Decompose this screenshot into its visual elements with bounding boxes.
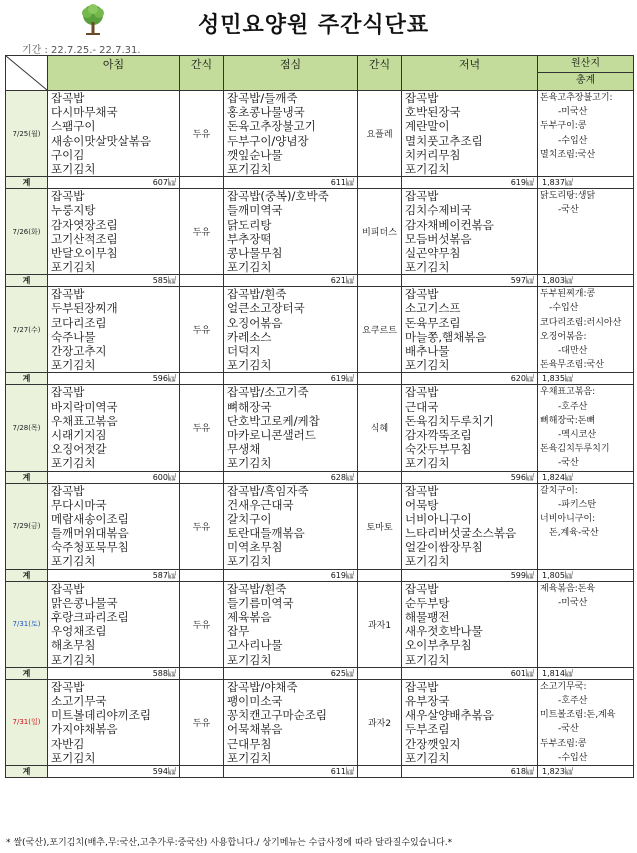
snack2-cell: 식혜 bbox=[358, 385, 402, 471]
menu-item: 미트볼조림:돈,계육 bbox=[540, 710, 616, 721]
menu-item: -수입산 bbox=[540, 135, 588, 146]
menu-item: 포기김치 bbox=[405, 456, 450, 471]
day-row bbox=[6, 483, 634, 569]
dinner-cell bbox=[402, 483, 538, 569]
lunch-kcal: 621㎉ bbox=[224, 275, 358, 287]
menu-item: 시래기지짐 bbox=[51, 427, 107, 442]
menu-item: 잡곡밥/들깨죽 bbox=[227, 91, 298, 105]
lunch-kcal: 619㎉ bbox=[224, 569, 358, 581]
menu-item: 해초무침 bbox=[51, 638, 96, 653]
lunch-kcal: 611㎉ bbox=[224, 177, 358, 189]
day-row bbox=[6, 189, 634, 275]
empty-cell bbox=[358, 765, 402, 777]
menu-item: 유부장국 bbox=[405, 693, 450, 708]
dinner-cell bbox=[402, 581, 538, 667]
menu-item: 돈육무조림:국산 bbox=[540, 360, 604, 371]
header-total-label: 총계 bbox=[575, 75, 596, 86]
empty-cell bbox=[358, 471, 402, 483]
menu-item: 잡곡밥 bbox=[51, 581, 85, 596]
menu-item: 모듬버섯볶음 bbox=[405, 231, 472, 246]
header-breakfast: 아침 bbox=[48, 56, 180, 91]
menu-item: 포기김치 bbox=[227, 358, 272, 373]
dinner-kcal: 599㎉ bbox=[402, 569, 538, 581]
menu-item: 후랑크파리조림 bbox=[51, 610, 129, 624]
menu-item: 미트볼데리야끼조림 bbox=[51, 708, 151, 723]
day-label: 7/31(일) bbox=[6, 679, 48, 765]
menu-item: 숙주나물 bbox=[51, 329, 96, 344]
empty-cell bbox=[180, 275, 224, 287]
lunch-kcal: 628㎉ bbox=[224, 471, 358, 483]
header-row bbox=[6, 56, 634, 91]
menu-item: 포기김치 bbox=[51, 750, 96, 765]
dinner-cell bbox=[402, 287, 538, 373]
snack1-cell: 두유 bbox=[180, 385, 224, 471]
menu-item: 근대무침 bbox=[227, 736, 272, 751]
header bbox=[0, 0, 637, 56]
menu-item: 얼갈이쌈장무침 bbox=[405, 540, 483, 555]
menu-item: 잡무 bbox=[227, 624, 250, 639]
menu-item: 고기산적조림 bbox=[51, 231, 118, 246]
menu-item: 토란대들깨볶음 bbox=[227, 526, 305, 541]
dinner-cell bbox=[402, 189, 538, 275]
menu-item: 치커리무침 bbox=[405, 147, 461, 162]
breakfast-kcal: 596㎉ bbox=[48, 373, 180, 385]
total-row bbox=[6, 471, 634, 483]
menu-item: 잡곡밥 bbox=[405, 679, 439, 694]
lunch-cell bbox=[224, 287, 358, 373]
menu-item: 들깨미역국 bbox=[227, 203, 283, 218]
breakfast-cell bbox=[48, 287, 180, 373]
menu-item: 닭도리탕 bbox=[227, 217, 272, 232]
menu-item bbox=[540, 232, 633, 246]
menu-item: 두부조림 bbox=[405, 722, 450, 737]
menu-item: -수입산 bbox=[540, 752, 588, 763]
menu-item: 잡곡밥 bbox=[51, 385, 85, 400]
menu-item: 잡곡밥 bbox=[51, 189, 85, 204]
menu-item: 두부된찌개:콩 bbox=[540, 289, 596, 300]
origin-cell bbox=[538, 189, 634, 275]
day-total-kcal: 1,805㎉ bbox=[538, 569, 634, 581]
menu-item: -파키스탄 bbox=[540, 499, 597, 510]
menu-item: 포기김치 bbox=[227, 652, 272, 667]
day-row bbox=[6, 385, 634, 471]
header-snack1: 간식 bbox=[180, 56, 224, 91]
total-label: 계 bbox=[6, 373, 48, 385]
menu-item bbox=[540, 610, 633, 624]
menu-item: 잡곡밥 bbox=[405, 483, 439, 498]
menu-item: 김치수제비국 bbox=[405, 203, 472, 218]
lunch-kcal: 619㎉ bbox=[224, 373, 358, 385]
menu-item: 멸치조림:국산 bbox=[540, 149, 596, 160]
menu-item: 실곤약무침 bbox=[405, 245, 461, 260]
menu-item: 건새우근대국 bbox=[227, 497, 294, 512]
breakfast-kcal: 607㎉ bbox=[48, 177, 180, 189]
menu-item: 새송이맛살맛살볶음 bbox=[51, 133, 151, 148]
menu-item: 오징어볶음 bbox=[227, 315, 283, 330]
origin-cell bbox=[538, 483, 634, 569]
snack1-cell: 두유 bbox=[180, 679, 224, 765]
empty-cell bbox=[180, 765, 224, 777]
menu-item: 돈육김치두루치기 bbox=[405, 413, 494, 428]
menu-item: 누룽지탕 bbox=[51, 203, 96, 218]
day-total-kcal: 1,837㎉ bbox=[538, 177, 634, 189]
menu-item: 우채표고볶음: bbox=[540, 387, 596, 398]
menu-item: -호주산 bbox=[540, 401, 588, 412]
menu-item: 어묵채볶음 bbox=[227, 722, 283, 737]
total-row bbox=[6, 765, 634, 777]
day-row bbox=[6, 581, 634, 667]
breakfast-kcal: 588㎉ bbox=[48, 667, 180, 679]
lunch-kcal: 611㎉ bbox=[224, 765, 358, 777]
empty-cell bbox=[358, 373, 402, 385]
breakfast-cell bbox=[48, 385, 180, 471]
menu-item: 가지야채볶음 bbox=[51, 722, 118, 737]
menu-item bbox=[540, 540, 633, 554]
menu-item: 포기김치 bbox=[405, 260, 450, 275]
breakfast-cell bbox=[48, 189, 180, 275]
snack2-cell: 요플레 bbox=[358, 91, 402, 177]
day-row bbox=[6, 287, 634, 373]
day-row bbox=[6, 91, 634, 177]
breakfast-cell bbox=[48, 679, 180, 765]
empty-cell bbox=[358, 177, 402, 189]
empty-cell bbox=[358, 569, 402, 581]
empty-cell bbox=[180, 667, 224, 679]
menu-item: 감자엿장조림 bbox=[51, 217, 118, 232]
menu-item: 포기김치 bbox=[405, 652, 450, 667]
total-label: 계 bbox=[6, 765, 48, 777]
empty-cell bbox=[180, 177, 224, 189]
lunch-cell bbox=[224, 91, 358, 177]
breakfast-cell bbox=[48, 581, 180, 667]
origin-cell bbox=[538, 679, 634, 765]
origin-cell bbox=[538, 287, 634, 373]
menu-item: 잡곡밥 bbox=[405, 91, 439, 105]
menu-item: 콩나물무침 bbox=[227, 245, 283, 260]
total-row bbox=[6, 569, 634, 581]
menu-item: -멕시코산 bbox=[540, 429, 597, 440]
snack1-cell: 두유 bbox=[180, 581, 224, 667]
breakfast-kcal: 587㎉ bbox=[48, 569, 180, 581]
menu-item: 두부조림:콩 bbox=[540, 738, 587, 749]
menu-item: 바지락미역국 bbox=[51, 399, 118, 414]
origin-cell bbox=[538, 385, 634, 471]
menu-item: 근대국 bbox=[405, 399, 439, 414]
menu-item: 잡곡밥/야채죽 bbox=[227, 679, 298, 694]
snack1-cell: 두유 bbox=[180, 483, 224, 569]
dinner-kcal: 601㎉ bbox=[402, 667, 538, 679]
menu-item bbox=[540, 624, 633, 638]
dinner-kcal: 619㎉ bbox=[402, 177, 538, 189]
menu-item: 돈육고추장불고기 bbox=[227, 119, 316, 134]
snack1-cell: 두유 bbox=[180, 287, 224, 373]
menu-item: 포기김치 bbox=[405, 750, 450, 765]
menu-item: 무생채 bbox=[227, 442, 261, 457]
menu-item: 잡곡밥/흰죽 bbox=[227, 287, 287, 302]
menu-item: 돈육무조림 bbox=[405, 315, 461, 330]
day-label: 7/28(목) bbox=[6, 385, 48, 471]
menu-item: -대만산 bbox=[540, 346, 588, 356]
menu-item: 고사리나물 bbox=[227, 638, 283, 653]
menu-item: 포기김치 bbox=[405, 358, 450, 373]
menu-item: 제육볶음 bbox=[227, 610, 272, 624]
menu-item bbox=[540, 653, 633, 667]
menu-item: 반달오이무침 bbox=[51, 245, 118, 260]
menu-item: 깻잎순나물 bbox=[227, 147, 283, 162]
day-row bbox=[6, 679, 634, 765]
menu-item: 숙갓두부무침 bbox=[405, 442, 472, 457]
menu-item: 뼈해장국 bbox=[227, 399, 272, 414]
menu-item: 새우젓호박나물 bbox=[405, 624, 483, 639]
day-label: 7/26(화) bbox=[6, 189, 48, 275]
menu-item: 감자채베이컨볶음 bbox=[405, 217, 494, 232]
menu-item: 포기김치 bbox=[51, 260, 96, 275]
menu-item: 우엉채조림 bbox=[51, 624, 107, 639]
menu-item: 들기름미역국 bbox=[227, 595, 294, 610]
menu-item: 간장고추지 bbox=[51, 344, 107, 358]
menu-item: -호주산 bbox=[540, 695, 588, 706]
menu-item: 맑은콩나물국 bbox=[51, 595, 118, 610]
menu-item: 마카로니콘샐러드 bbox=[227, 427, 316, 442]
menu-item: 단호박고로케/케찹 bbox=[227, 413, 320, 428]
menu-item: 꽁치캔고구마순조림 bbox=[227, 708, 327, 723]
snack1-cell: 두유 bbox=[180, 91, 224, 177]
menu-item: 코다리조림:러시아산 bbox=[540, 317, 622, 328]
menu-item: 두부구이/양념장 bbox=[227, 133, 309, 148]
menu-item: 잡곡밥(중복)/호박죽 bbox=[227, 189, 329, 204]
day-label: 7/29(금) bbox=[6, 483, 48, 569]
total-label: 계 bbox=[6, 177, 48, 189]
menu-item: 배추나물 bbox=[405, 344, 450, 358]
menu-item: 돈,계육-국산 bbox=[540, 528, 599, 539]
menu-item: 돈육고추장불고기: bbox=[540, 93, 613, 103]
empty-cell bbox=[358, 667, 402, 679]
menu-item bbox=[540, 260, 633, 274]
menu-item: 소고기무국: bbox=[540, 681, 587, 692]
lunch-kcal: 625㎉ bbox=[224, 667, 358, 679]
menu-item: 감자깍뚝조림 bbox=[405, 427, 472, 442]
menu-item: 오징어볶음: bbox=[540, 331, 587, 342]
lunch-cell bbox=[224, 189, 358, 275]
menu-item: 잡곡밥 bbox=[405, 287, 439, 302]
header-lunch: 점심 bbox=[224, 56, 358, 91]
day-total-kcal: 1,823㎉ bbox=[538, 765, 634, 777]
menu-item: 어묵탕 bbox=[405, 497, 439, 512]
empty-cell bbox=[358, 275, 402, 287]
menu-item: 포기김치 bbox=[227, 161, 272, 176]
weekly-menu-table bbox=[5, 55, 634, 778]
menu-item: 포기김치 bbox=[227, 554, 272, 569]
total-row bbox=[6, 177, 634, 189]
menu-item: 포기김치 bbox=[51, 358, 96, 373]
menu-item: 들깨머위대볶음 bbox=[51, 526, 129, 541]
menu-item: 포기김치 bbox=[51, 456, 96, 471]
dinner-kcal: 596㎉ bbox=[402, 471, 538, 483]
day-total-kcal: 1,824㎉ bbox=[538, 471, 634, 483]
menu-item: 코다리조림 bbox=[51, 315, 107, 330]
menu-item: 닭도리탕:생닭 bbox=[540, 191, 596, 202]
menu-item: 팽이미소국 bbox=[227, 693, 283, 708]
corner-cell bbox=[6, 56, 48, 91]
header-snack2: 간식 bbox=[358, 56, 402, 91]
total-label: 계 bbox=[6, 569, 48, 581]
menu-item: 잡곡밥 bbox=[405, 581, 439, 596]
lunch-cell bbox=[224, 483, 358, 569]
menu-item: 계란말이 bbox=[405, 119, 450, 134]
menu-item: 잡곡밥 bbox=[405, 385, 439, 400]
menu-item: 제육볶음:돈육 bbox=[540, 583, 596, 594]
menu-item: 더덕지 bbox=[227, 344, 261, 358]
empty-cell bbox=[180, 471, 224, 483]
menu-item: 너비아니구이 bbox=[405, 511, 472, 526]
menu-item: 마늘쫑,햄채볶음 bbox=[405, 329, 487, 344]
menu-item: 해물팽전 bbox=[405, 610, 450, 624]
header-origin bbox=[538, 56, 634, 91]
menu-item: 뼈해장국:돈뼈 bbox=[540, 415, 596, 426]
day-total-kcal: 1,814㎉ bbox=[538, 667, 634, 679]
header-origin-label: 원산지 bbox=[538, 56, 633, 73]
menu-item: 소고기무국 bbox=[51, 693, 107, 708]
menu-item: 순두부탕 bbox=[405, 595, 450, 610]
breakfast-kcal: 600㎉ bbox=[48, 471, 180, 483]
total-label: 계 bbox=[6, 275, 48, 287]
menu-item: 무다시마국 bbox=[51, 497, 107, 512]
menu-item: 다시마무채국 bbox=[51, 105, 118, 120]
breakfast-cell bbox=[48, 91, 180, 177]
menu-item: 포기김치 bbox=[51, 652, 96, 667]
breakfast-kcal: 585㎉ bbox=[48, 275, 180, 287]
day-total-kcal: 1,835㎉ bbox=[538, 373, 634, 385]
menu-item: 포기김치 bbox=[51, 161, 96, 176]
menu-item: 포기김치 bbox=[227, 260, 272, 275]
menu-item: 갈치구이 bbox=[227, 511, 272, 526]
dinner-kcal: 618㎉ bbox=[402, 765, 538, 777]
total-row bbox=[6, 373, 634, 385]
menu-item: 간장깻잎지 bbox=[405, 736, 461, 751]
menu-item: 잡곡밥 bbox=[51, 91, 85, 105]
footnote: * 쌀(국산),포기김치(배추,무:국산,고추가루:중국산) 사용합니다./ 상기메뉴는 수급사정에 따라 달라질수있습니다.* bbox=[6, 838, 453, 848]
dinner-cell bbox=[402, 679, 538, 765]
breakfast-kcal: 594㎉ bbox=[48, 765, 180, 777]
snack2-cell: 비피더스 bbox=[358, 189, 402, 275]
total-label: 계 bbox=[6, 667, 48, 679]
menu-item: 새우살양배추볶음 bbox=[405, 708, 494, 723]
menu-item: 멸치풋고추조림 bbox=[405, 133, 483, 148]
menu-item: 두부된장찌개 bbox=[51, 301, 118, 316]
menu-item: 잡곡밥 bbox=[51, 483, 85, 498]
menu-item: 느타리버섯굴소스볶음 bbox=[405, 526, 517, 541]
dinner-kcal: 620㎉ bbox=[402, 373, 538, 385]
diagonal-line-icon bbox=[6, 56, 47, 90]
lunch-cell bbox=[224, 679, 358, 765]
menu-item: 포기김치 bbox=[227, 456, 272, 471]
menu-item: 잡곡밥/흑임자죽 bbox=[227, 483, 309, 498]
menu-item: -수입산 bbox=[540, 303, 579, 314]
menu-item: 우채표고볶음 bbox=[51, 413, 118, 428]
day-label: 7/25(월) bbox=[6, 91, 48, 177]
total-row bbox=[6, 667, 634, 679]
menu-item: 잡곡밥 bbox=[405, 189, 439, 204]
menu-item: 스팸구이 bbox=[51, 119, 96, 134]
menu-item: 갈치구이: bbox=[540, 485, 578, 496]
menu-item: 메람새송이조림 bbox=[51, 511, 129, 526]
snack2-cell: 과자1 bbox=[358, 581, 402, 667]
menu-item: 돈육김치두루치기 bbox=[540, 444, 610, 455]
menu-item: 잡곡밥/흰죽 bbox=[227, 581, 287, 596]
snack1-cell: 두유 bbox=[180, 189, 224, 275]
snack2-cell: 과자2 bbox=[358, 679, 402, 765]
menu-item: 얼큰소고장터국 bbox=[227, 301, 305, 316]
menu-item: 오이부추무침 bbox=[405, 638, 472, 653]
menu-item bbox=[540, 638, 633, 652]
menu-item: -미국산 bbox=[540, 107, 588, 118]
origin-cell bbox=[538, 91, 634, 177]
menu-item: 숙주청포묵무침 bbox=[51, 540, 129, 555]
empty-cell bbox=[180, 373, 224, 385]
menu-item: 너비아니구이: bbox=[540, 513, 596, 524]
day-total-kcal: 1,803㎉ bbox=[538, 275, 634, 287]
menu-item: 부추장떡 bbox=[227, 231, 272, 246]
origin-cell bbox=[538, 581, 634, 667]
menu-item: 호박된장국 bbox=[405, 105, 461, 120]
total-row bbox=[6, 275, 634, 287]
menu-item: 카레소스 bbox=[227, 329, 272, 344]
menu-item: 잡곡밥 bbox=[51, 287, 85, 302]
menu-item: 미역초무침 bbox=[227, 540, 283, 555]
lunch-cell bbox=[224, 581, 358, 667]
breakfast-cell bbox=[48, 483, 180, 569]
menu-item bbox=[540, 246, 633, 260]
menu-item: 포기김치 bbox=[405, 161, 450, 176]
menu-item: 잡곡밥 bbox=[51, 679, 85, 694]
menu-item: 구이김 bbox=[51, 147, 85, 162]
menu-item: -국산 bbox=[540, 205, 579, 216]
menu-item: -국산 bbox=[540, 724, 579, 735]
menu-item: 홍초콩나물냉국 bbox=[227, 105, 305, 120]
empty-cell bbox=[180, 569, 224, 581]
day-label: 7/27(수) bbox=[6, 287, 48, 373]
lunch-cell bbox=[224, 385, 358, 471]
page-title: 성민요양원 주간식단표 bbox=[198, 13, 430, 38]
menu-item: 두부구이:콩 bbox=[540, 121, 587, 132]
menu-item: 포기김치 bbox=[227, 750, 272, 765]
menu-item: 포기김치 bbox=[51, 554, 96, 569]
menu-item: 잡곡밥/소고기죽 bbox=[227, 385, 309, 400]
menu-item: 소고기스프 bbox=[405, 301, 461, 316]
menu-item: 자반김 bbox=[51, 736, 85, 751]
menu-item: 포기김치 bbox=[405, 554, 450, 569]
menu-item: -국산 bbox=[540, 458, 579, 469]
snack2-cell: 토마토 bbox=[358, 483, 402, 569]
snack2-cell: 요쿠르트 bbox=[358, 287, 402, 373]
dinner-cell bbox=[402, 91, 538, 177]
dinner-kcal: 597㎉ bbox=[402, 275, 538, 287]
day-label: 7/31(토) bbox=[6, 581, 48, 667]
menu-item: 오징어젓갈 bbox=[51, 442, 107, 457]
menu-item bbox=[540, 554, 633, 568]
header-dinner: 저녁 bbox=[402, 56, 538, 91]
menu-item bbox=[540, 218, 633, 232]
tree-logo-icon bbox=[80, 4, 106, 38]
menu-item bbox=[540, 162, 633, 176]
period-text: 기간 : 22.7.25.- 22.7.31. bbox=[22, 45, 141, 56]
dinner-cell bbox=[402, 385, 538, 471]
total-label: 계 bbox=[6, 471, 48, 483]
menu-item: -미국산 bbox=[540, 597, 588, 608]
